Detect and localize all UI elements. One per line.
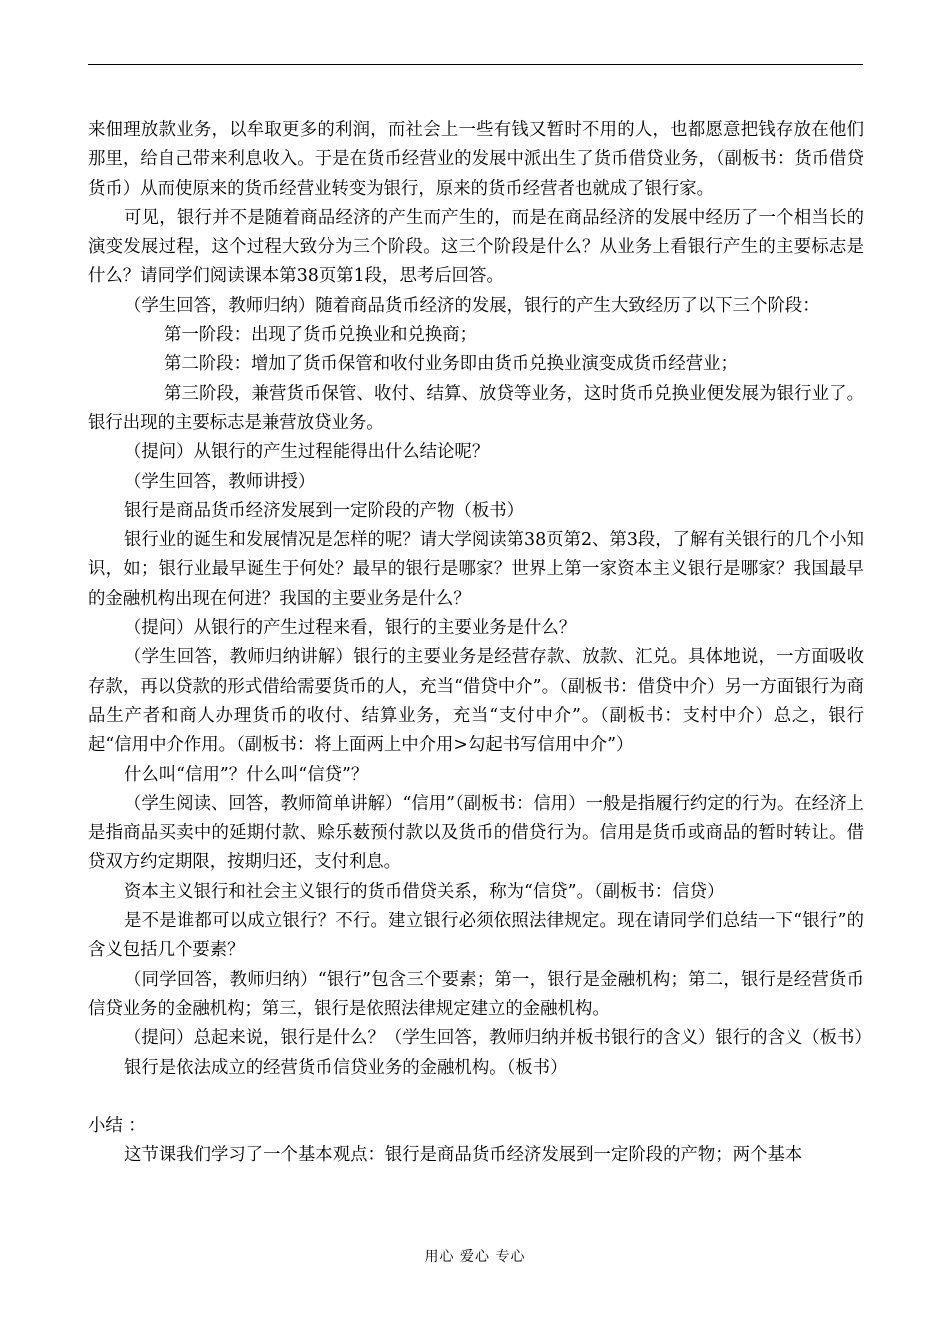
paragraph: 第一阶段：出现了货币兑换业和兑换商； [164,325,478,346]
paragraph: （提问）从银行的产生过程来看，银行的主要业务是什么？ [124,618,577,639]
paragraph: 银行是依法成立的经营货币信贷业务的金融机构。（板书） [124,1057,568,1078]
paragraph: （同学回答，教师归纳）“银行”包含三个要素；第一，银行是金融机构；第二，银行是经营货币信贷业务的金融机构；第三，银行是依照法律规定建立的金融机构。 [88,969,864,1019]
paragraph: 什么叫“信用”？什么叫“信贷”？ [124,764,369,785]
paragraph: （学生回答，教师归纳）随着商品货币经济的发展，银行的产生大致经历了以下三个阶段： [124,295,820,316]
page-footer: 用心 爱心 专心 [424,1249,526,1265]
paragraph: 银行业的诞生和发展情况是怎样的呢？请大学阅读第38页第2、第3段，了解有关银行的几个小知识，如；银行业最早诞生于何处？最早的银行是哪家？世界上第一家资本主义银行是哪家？我国最早的金融机构出现在何进？我国的主要业务是什么？ [88,530,864,609]
blank-line [88,1083,864,1112]
header-rule [88,64,863,65]
paragraph: （学生阅读、回答，教师简单讲解）“信用”（副板书：信用）一般是指履行约定的行为。在经济上是指商品买卖中的延期付款、赊乐薮预付款以及货币的借贷行为。信用是货币或商品的暂时转让。借贷双方约定期限，按期归还，支付利息。 [88,793,864,873]
document-body [88,116,872,1170]
paragraph: 是不是谁都可以成立银行？不行。建立银行必须依照法律规定。现在请同学们总结一下“银行”的含义包括几个要素？ [88,911,864,961]
paragraph: 资本主义银行和社会主义银行的货币借贷关系，称为“信贷”。（副板书：信贷） [124,881,725,902]
paragraph: 银行是商品货币经济发展到一定阶段的产物（板书） [124,500,524,521]
paragraph: （提问）从银行的产生过程能得出什么结论呢？ [124,442,490,463]
paragraph: 来佃理放款业务，以牟取更多的利润，而社会上一些有钱又暂时不用的人，也都愿意把钱存放在他们那里，给自己带来利息收入。于是在货币经营业的发展中派出生了货币借贷业务，（副板书：货币借贷货币）从而使原来的货币经营业转变为银行，原来的货币经营者也就成了银行家。 [88,120,864,199]
paragraph: （学生回答，教师讲授） [124,471,316,492]
paragraph: 可见，银行并不是随着商品经济的产生而产生的，而是在商品经济的发展中经历了一个相当长的演变发展过程，这个过程大致分为三个阶段。这三个阶段是什么？从业务上看银行产生的主要标志是什么？请同学们阅读课本第38页第1段，思考后回答。 [88,207,864,287]
summary-paragraph: 这节课我们学习了一个基本观点：银行是商品货币经济发展到一定阶段的产物；两个基本 [124,1145,803,1166]
paragraph: 第三阶段，兼营货币保管、收付、结算、放贷等业务，这时货币兑换业便发展为银行业了。银行出现的主要标志是兼营放贷业务。 [88,383,864,433]
paragraph: （提问）总起来说，银行是什么？（学生回答，教师归纳并板书银行的含义）银行的含义（板书） [124,1028,872,1049]
paragraph: 第二阶段：增加了货币保管和收付业务即由货币兑换业演变成货币经营业； [164,354,738,375]
paragraph: （学生回答，教师归纳讲解）银行的主要业务是经营存款、放款、汇兑。具体地说，一方面吸收存款，再以贷款的形式借给需要货币的人，充当“借贷中介”。（副板书：借贷中介）另一方面银行为商品生产者和商人办理货币的收付、结算业务，充当“支付中介”。（副板书：支村中介）总之，银行起“信用中介作用。（副板书：将上面两上中介用>勾起书写信用中介”） [88,647,864,756]
summary-heading: 小结 ： [88,1115,146,1136]
